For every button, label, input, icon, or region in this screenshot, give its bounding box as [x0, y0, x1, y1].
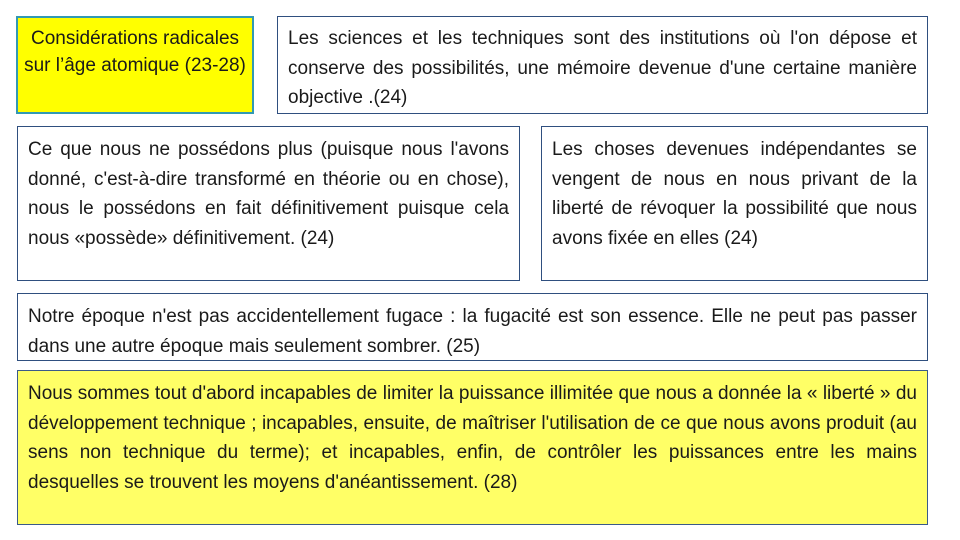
quote-box-possession: Ce que nous ne possédons plus (puisque nous l'avons donné, c'est-à-dire transformé en théorie ou en chose), nous le possédons en fait définitivement puisque cela nous «possède» définitivement. (24) — [17, 126, 520, 281]
quote-box-fugacity: Notre époque n'est pas accidentellement fugace : la fugacité est son essence. Elle ne peut pas passer dans une autre époque mais seulement sombrer. (25) — [17, 293, 928, 361]
quote-box-institutions: Les sciences et les techniques sont des institutions où l'on dépose et conserve des possibilités, une mémoire devenue d'une certaine manière objective .(24) — [277, 16, 928, 114]
quote-box-incapacity: Nous sommes tout d'abord incapables de limiter la puissance illimitée que nous a donnée la « liberté » du développement technique ; incapables, ensuite, de maîtriser l'utilisation de ce que nous avons produit (au sens non technique du terme); et incapables, enfin, de contrôler les puissances entre les mains desquelles se trouvent les moyens d'anéantissement. (28) — [17, 370, 928, 525]
slide-title: Considérations radicales sur l’âge atomique (23-28) — [16, 16, 254, 114]
quote-box-independent-things: Les choses devenues indépendantes se vengent de nous en nous privant de la liberté de révoquer la possibilité que nous avons fixée en elles (24) — [541, 126, 928, 281]
